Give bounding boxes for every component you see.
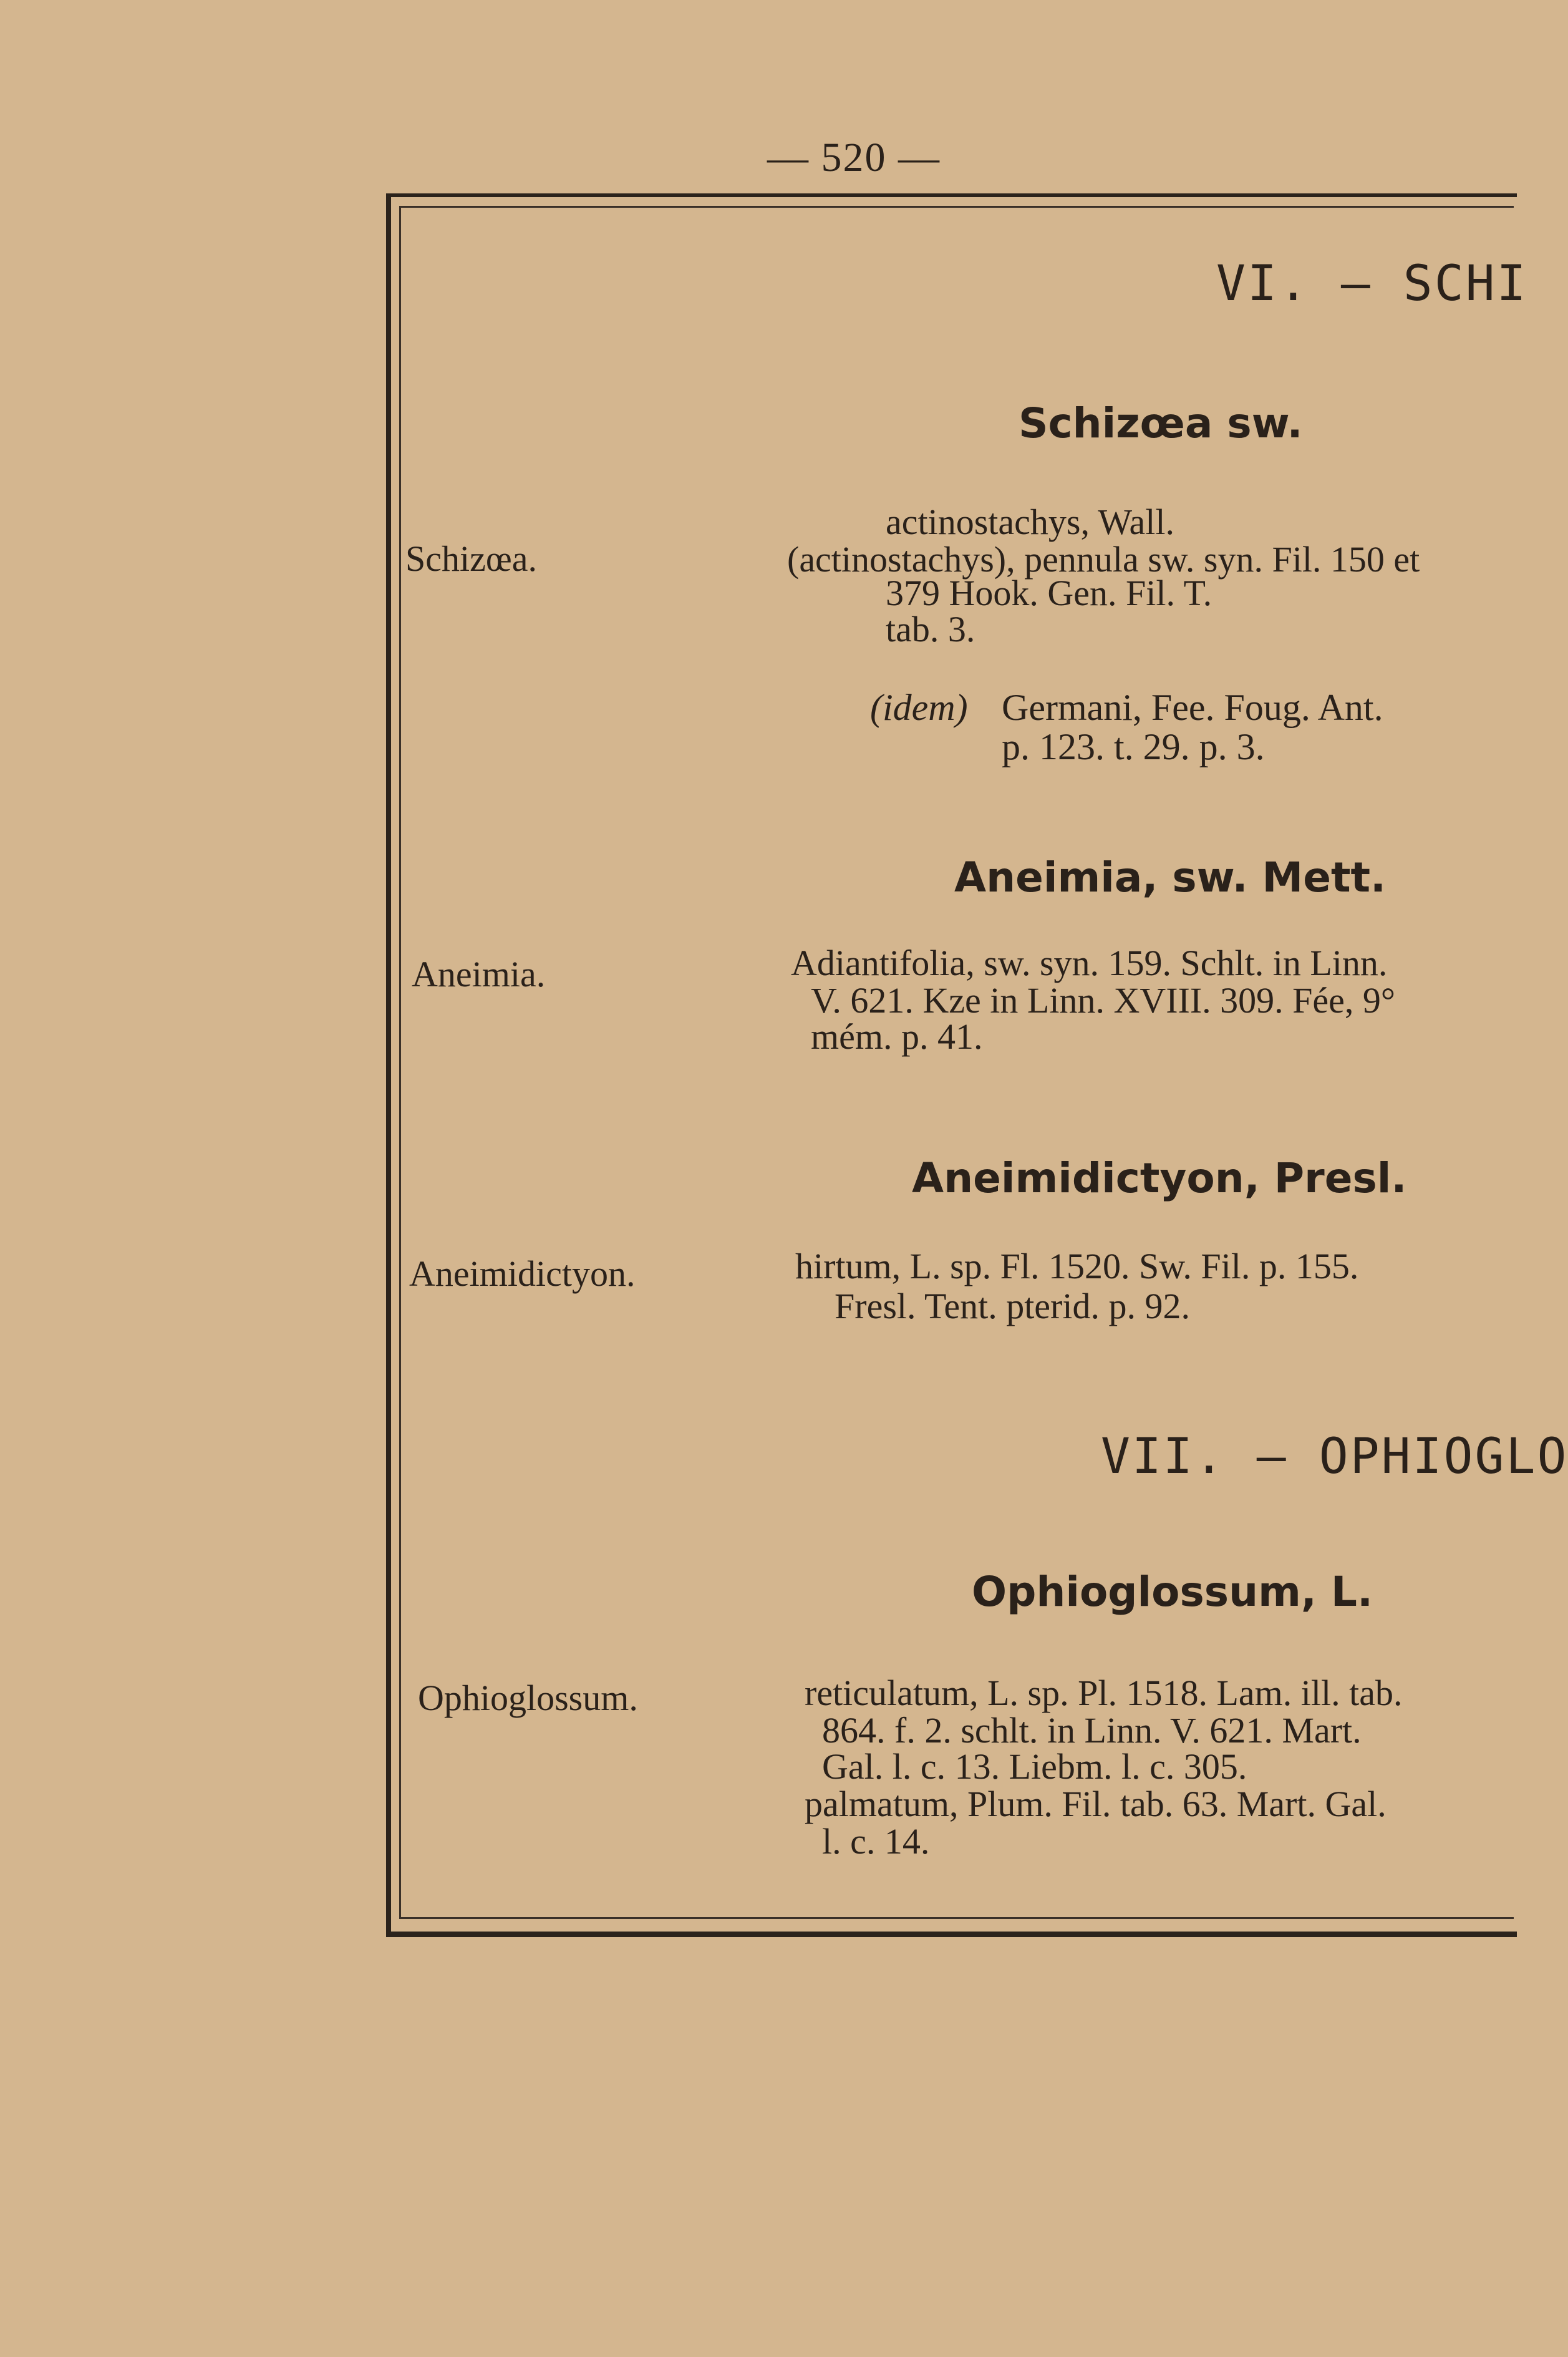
genus-heading-ophioglossum: Ophioglossum, L. [972, 1568, 1373, 1616]
genus-heading-schizaea: Schizœa sw. [1019, 399, 1303, 447]
entry-line: V. 621. Kze in Linn. XVIII. 309. Fée, 9° [811, 980, 1396, 1021]
entry-line: 864. f. 2. schlt. in Linn. V. 621. Mart. [822, 1710, 1362, 1751]
margin-label-ophioglossum: Ophioglossum. [418, 1678, 638, 1718]
entry-line: palmatum, Plum. Fil. tab. 63. Mart. Gal. [805, 1784, 1387, 1824]
section-title-vii: VII. — OPHIOGLO [1101, 1429, 1568, 1485]
entry-line: Fresl. Tent. pterid. p. 92. [835, 1286, 1190, 1326]
entry-line: actinostachys, Wall. [886, 502, 1174, 542]
entry-line: reticulatum, L. sp. Pl. 1518. Lam. ill. tab. [805, 1673, 1403, 1713]
entry-line: Gal. l. c. 13. Liebm. l. c. 305. [822, 1746, 1247, 1787]
margin-label-aneimia: Aneimia. [412, 954, 546, 994]
entry-line: l. c. 14. [822, 1821, 930, 1862]
table-frame-inner [399, 206, 1514, 1919]
margin-label-schizaea: Schizœa. [405, 538, 537, 579]
entry-line: 379 Hook. Gen. Fil. T. [886, 573, 1212, 613]
entry-line: Germani, Fee. Foug. Ant. [1002, 687, 1383, 728]
entry-line: (actinostachys), pennula sw. syn. Fil. 150 et [787, 539, 1420, 580]
genus-heading-aneimidictyon: Aneimidictyon, Presl. [912, 1154, 1407, 1202]
entry-line: mém. p. 41. [811, 1016, 983, 1057]
page-number: — 520 — [767, 135, 941, 180]
entry-line: hirtum, L. sp. Fl. 1520. Sw. Fil. p. 155. [795, 1246, 1359, 1286]
entry-line: p. 123. t. 29. p. 3. [1002, 726, 1265, 767]
entry-ref-note: (idem) [870, 687, 968, 728]
entry-line: tab. 3. [886, 609, 975, 649]
genus-heading-aneimia: Aneimia, sw. Mett. [954, 853, 1387, 901]
section-title-vi: VI. — SCHI [1216, 256, 1528, 312]
margin-label-aneimidictyon: Aneimidictyon. [409, 1253, 636, 1294]
entry-line: Adiantifolia, sw. syn. 159. Schlt. in Linn. [791, 943, 1388, 983]
